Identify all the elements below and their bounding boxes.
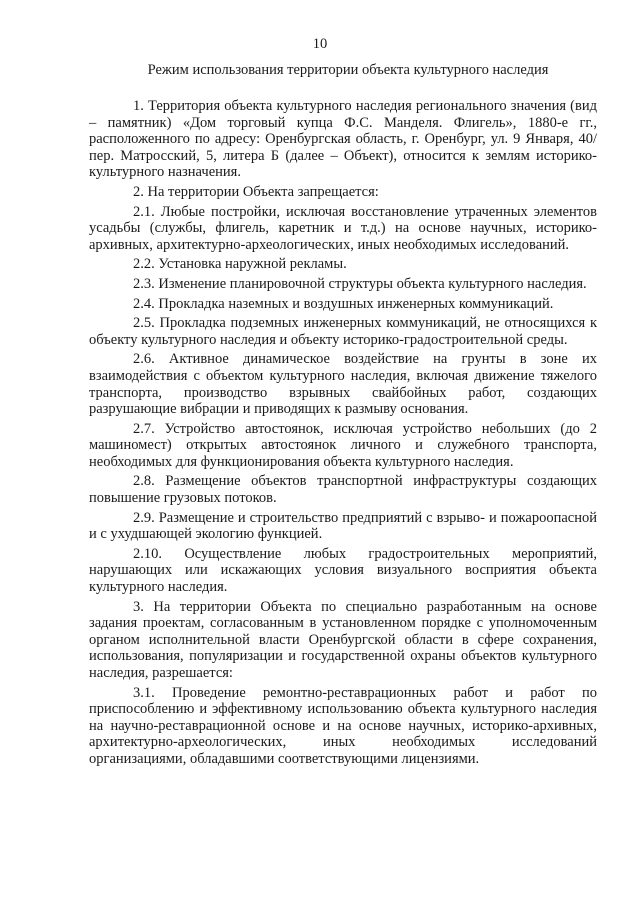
paragraph-2-7: 2.7. Устройство автостоянок, исключая устройство небольших (до 2 машиномест) открытых автостоянок личного и служебного транспорта, необходимых для функционирования объекта культурного наследия. — [89, 420, 597, 470]
paragraph-2-9: 2.9. Размещение и строительство предприятий с взрыво- и пожароопасной и с ухудшающей экологию функцией. — [89, 509, 597, 543]
section-title: Режим использования территории объекта культурного наследия — [147, 62, 549, 78]
paragraph-2-1: 2.1. Любые постройки, исключая восстановление утраченных элементов усадьбы (службы, флигель, каретник и т.д.) на основе научных, историко-архивных, архитектурно-археологических, иных необходимых исследований. — [89, 203, 597, 253]
document-body — [89, 98, 597, 771]
paragraph-2-5: 2.5. Прокладка подземных инженерных коммуникаций, не относящихся к объекту культурного наследия и объекту историко-градостроительной среды. — [89, 315, 597, 348]
paragraph-2-4: 2.4. Прокладка наземных и воздушных инженерных коммуникаций. — [133, 295, 554, 312]
paragraph-2: 2. На территории Объекта запрещается: — [133, 183, 379, 200]
paragraph-2-10: 2.10. Осуществление любых градостроительных мероприятий, нарушающих или искажающих условия визуального восприятия объекта культурного наследия. — [89, 545, 597, 596]
paragraph-3: 3. На территории Объекта по специально разработанным на основе задания проектам, согласованным в установленном порядке с уполномоченным органом исполнительной власти Оренбургской области в сфере сохранения, использования, популяризации и государственной охраны объектов культурного наследия, разрешается: — [89, 598, 597, 681]
paragraph-2-3: 2.3. Изменение планировочной структуры объекта культурного наследия. — [133, 275, 587, 292]
page-number: 10 — [312, 36, 328, 52]
paragraph-2-8: 2.8. Размещение объектов транспортной инфраструктуры создающих повышение грузовых потоков. — [89, 473, 597, 507]
paragraph-2-2: 2.2. Установка наружной рекламы. — [133, 256, 347, 273]
paragraph-2-6: 2.6. Активное динамическое воздействие на грунты в зоне их взаимодействия с объектом культурного наследия, включая движение тяжелого транспорта, производство взрывных свайбойных работ, создающих разрушающие вибрации и приводящих к размыву основания. — [89, 351, 597, 418]
paragraph-1: 1. Территория объекта культурного наследия регионального значения (вид – памятник) «Дом торговый купца Ф.С. Манделя. Флигель», 1880-е гг., расположенного по адресу: Оренбургская область, г. Оренбург, ул. 9 Января, 40/пер. Матросский, 5, литера Б (далее – Объект), относится к землям историко-культурного назначения. — [89, 98, 597, 181]
paragraph-3-1: 3.1. Проведение ремонтно-реставрационных работ и работ по приспособлению и эффективному использованию объекта культурного наследия на научно-реставрационной основе и на основе научных, историко-архивных, архитектурно-археологических, иных необходимых исследований организациями, обладавшими соответствующими лицензиями. — [89, 684, 597, 767]
